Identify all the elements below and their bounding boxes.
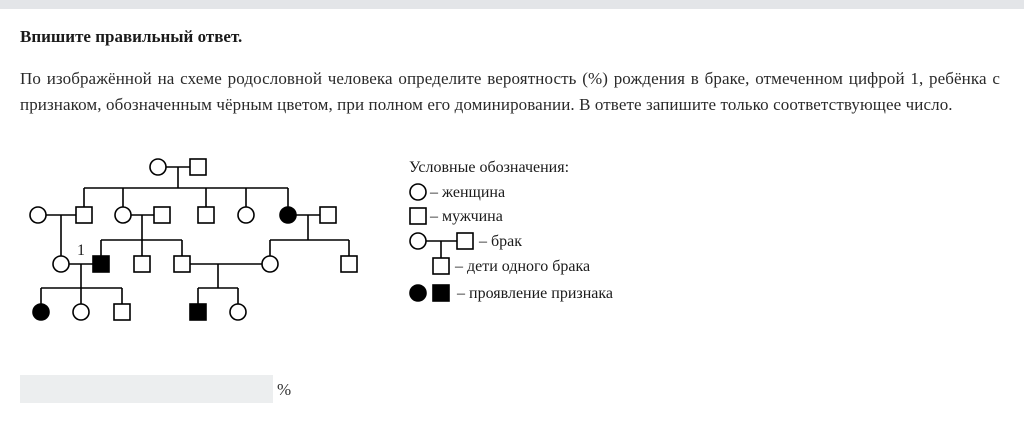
legend-affected-male-symbol (433, 285, 449, 301)
male-symbol (134, 256, 150, 272)
male-symbol (190, 159, 206, 175)
female-symbol (230, 304, 246, 320)
answer-unit: % (277, 380, 292, 399)
male-symbol (174, 256, 190, 272)
top-bar (0, 0, 1024, 9)
male-symbol (198, 207, 214, 223)
legend-marriage-label: – брак (479, 233, 523, 250)
legend-male-symbol (410, 208, 426, 224)
legend-male-label: – мужчина (430, 208, 503, 225)
question-text: По изображённой на схеме родословной человека определите вероятность (%) рождения в браке, отмеченном цифрой 1, ребёнка с признаком, обозначенным чёрным цветом, при полном его доминировании. В ответе запишите только соответствующее число. (20, 69, 1000, 114)
female-symbol (262, 256, 278, 272)
legend-trait-label: – проявление признака (457, 285, 614, 302)
affected-male-symbol (93, 256, 109, 272)
legend-affected-female-symbol (410, 285, 426, 301)
legend-marriage-female-symbol (410, 233, 426, 249)
male-symbol (320, 207, 336, 223)
legend-female-label: – женщина (430, 184, 506, 201)
legend-female-symbol (410, 184, 426, 200)
legend-children-label: – дети одного брака (455, 258, 591, 275)
male-symbol (154, 207, 170, 223)
pedigree-diagram (0, 148, 660, 338)
male-symbol (114, 304, 130, 320)
female-symbol (115, 207, 131, 223)
instruction-heading: Впишите правильный ответ. (20, 27, 243, 46)
male-symbol (341, 256, 357, 272)
affected-male-symbol (190, 304, 206, 320)
female-symbol (150, 159, 166, 175)
affected-female-symbol (33, 304, 49, 320)
female-symbol (30, 207, 46, 223)
affected-female-symbol (280, 207, 296, 223)
male-symbol (76, 207, 92, 223)
legend-child-symbol (433, 258, 449, 274)
marriage-marker-label: 1 (77, 242, 85, 259)
answer-input[interactable] (20, 375, 273, 403)
female-symbol (238, 207, 254, 223)
legend-title: Условные обозначения: (409, 159, 570, 176)
female-symbol (53, 256, 69, 272)
legend-marriage-male-symbol (457, 233, 473, 249)
female-symbol (73, 304, 89, 320)
